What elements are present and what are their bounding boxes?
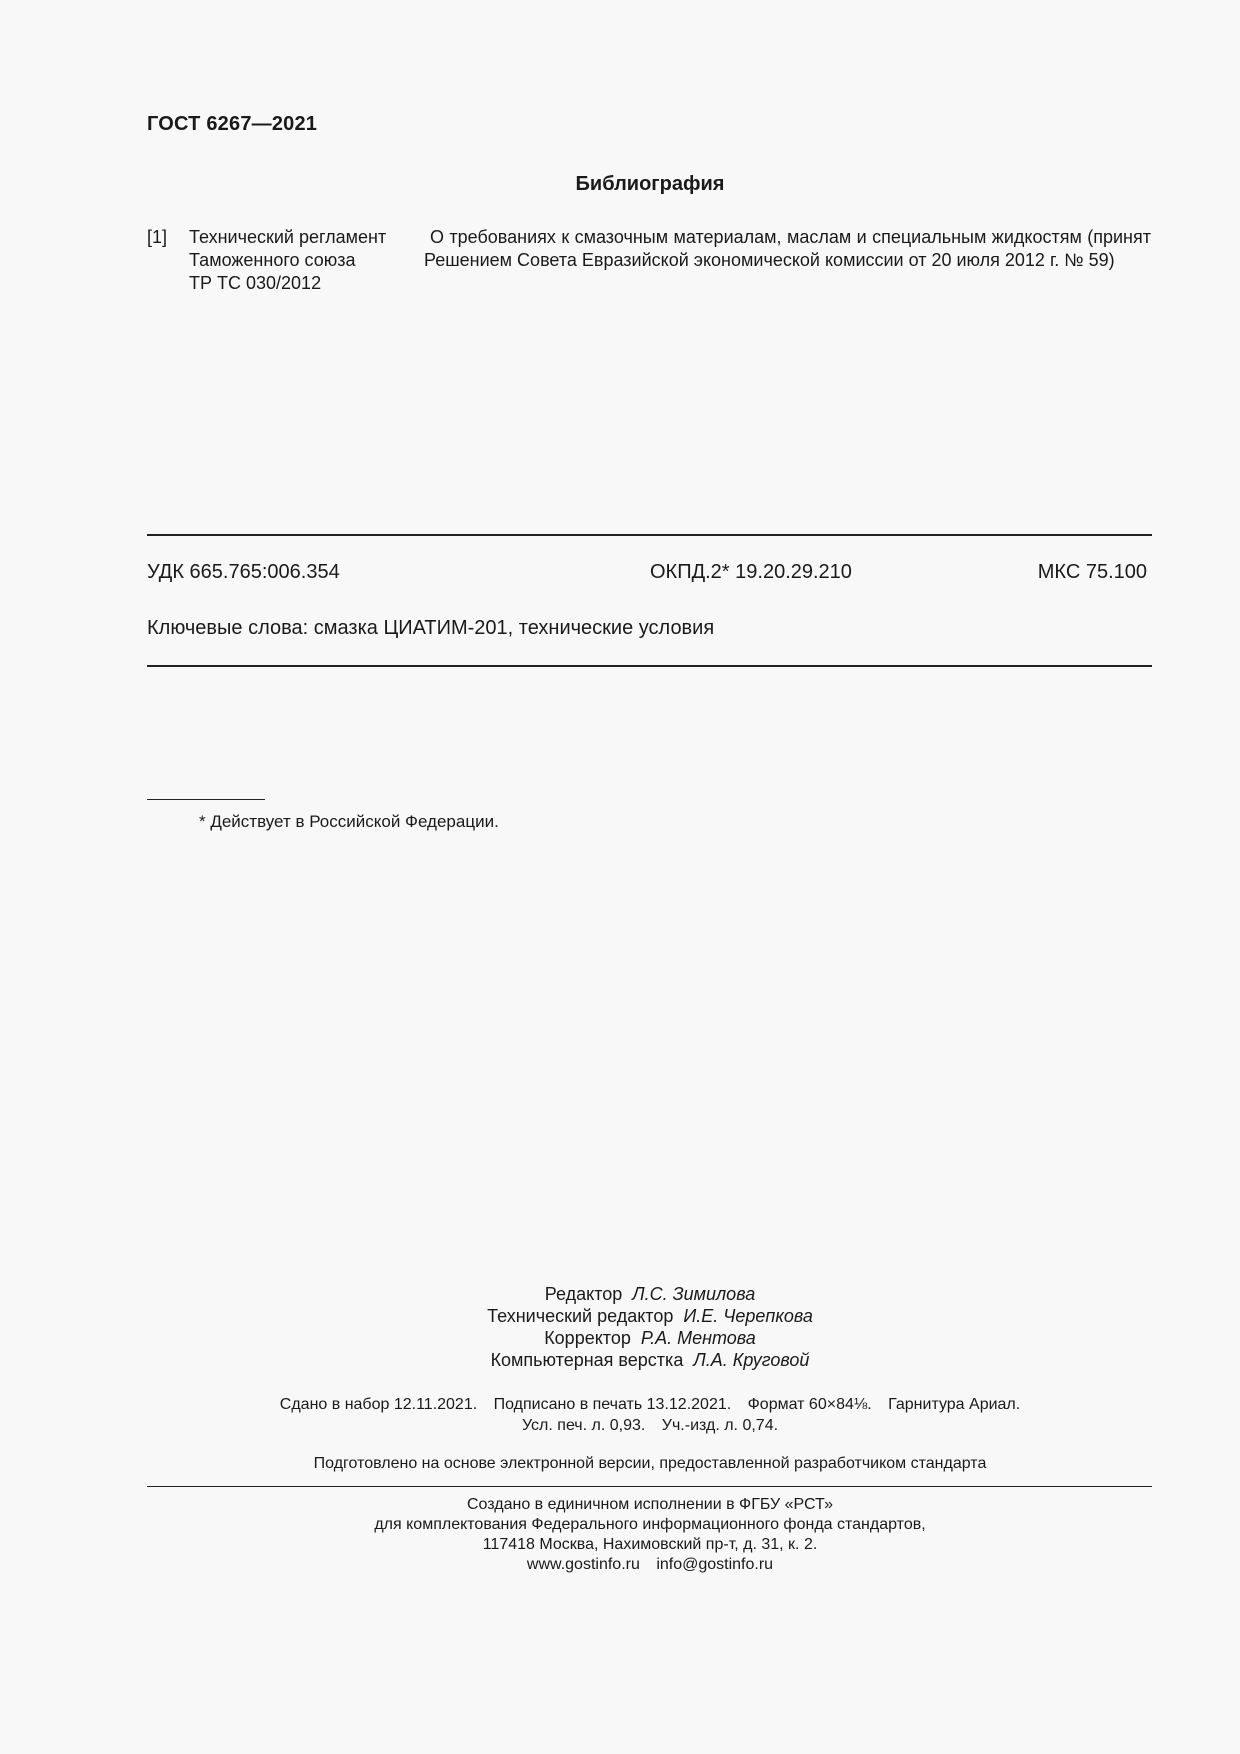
section-divider-bottom — [147, 665, 1152, 667]
staff-row-layout — [0, 1349, 1240, 1371]
imprint-line: 117418 Москва, Нахимовский пр-т, д. 31, к. 2. — [482, 1536, 818, 1553]
staff-name: Л.А. Круговой — [693, 1350, 810, 1370]
staff-role: Компьютерная верстка — [490, 1350, 684, 1370]
website-link[interactable]: www.gostinfo.ru — [526, 1556, 640, 1573]
reference-number: [1] — [147, 227, 168, 247]
imprint-line: Создано в единичном исполнении в ФГБУ «РСТ» — [467, 1496, 833, 1513]
print-typeface: Гарнитура Ариал. — [888, 1396, 1021, 1413]
editorial-staff — [0, 1283, 1240, 1371]
print-publisher-sheets: Уч.-изд. л. 0,74. — [661, 1417, 779, 1434]
reference-source-line: ТР ТС 030/2012 — [189, 273, 322, 293]
staff-role: Корректор — [544, 1328, 631, 1348]
print-signed-date: Подписано в печать 13.12.2021. — [493, 1396, 732, 1413]
section-divider-top — [147, 534, 1152, 536]
footnote: * Действует в Российской Федерации. — [199, 812, 499, 831]
imprint — [0, 1495, 1240, 1575]
staff-role: Редактор — [544, 1284, 623, 1304]
reference-source-line: Таможенного союза — [189, 250, 356, 270]
imprint-line: для комплектования Федерального информационного фонда стандартов, — [374, 1516, 926, 1533]
print-format: Формат 60×84⅛. — [747, 1396, 872, 1413]
keywords: Ключевые слова: смазка ЦИАТИМ-201, технические условия — [147, 617, 715, 639]
imprint-contacts — [0, 1555, 1240, 1575]
staff-row-proofreader — [0, 1327, 1240, 1349]
reference-description: О требованиях к смазочным материалам, маслам и специальным жидкостям (принят Решением Совета Евразийской экономической комиссии от 20 июля 2012 г. № 59) — [424, 227, 1151, 270]
print-info-line — [0, 1394, 1240, 1415]
reference-source — [189, 226, 429, 295]
document-code: ГОСТ 6267—2021 — [147, 113, 318, 135]
print-sent-date: Сдано в набор 12.11.2021. — [279, 1396, 478, 1413]
udk-code: УДК 665.765:006.354 — [147, 561, 340, 583]
staff-row-editor — [0, 1283, 1240, 1305]
staff-name: И.Е. Черепкова — [683, 1306, 813, 1326]
footnote-divider — [147, 799, 265, 800]
print-info-line — [0, 1415, 1240, 1436]
print-sheets: Усл. печ. л. 0,93. — [521, 1417, 646, 1434]
staff-role: Технический редактор — [487, 1306, 674, 1326]
staff-name: Л.С. Зимилова — [632, 1284, 756, 1304]
staff-name: Р.А. Ментова — [640, 1328, 756, 1348]
okpd-code: ОКПД.2* 19.20.29.210 — [650, 561, 852, 583]
mks-code: МКС 75.100 — [1037, 561, 1147, 583]
bibliography-title: Библиография — [575, 173, 725, 195]
prepared-note: Подготовлено на основе электронной версии, предоставленной разработчиком стандарта — [313, 1455, 987, 1472]
imprint-divider — [147, 1486, 1152, 1487]
staff-row-tech-editor — [0, 1305, 1240, 1327]
email-link[interactable]: info@gostinfo.ru — [656, 1556, 774, 1573]
print-info — [0, 1394, 1240, 1436]
reference-source-line: Технический регламент — [189, 227, 387, 247]
